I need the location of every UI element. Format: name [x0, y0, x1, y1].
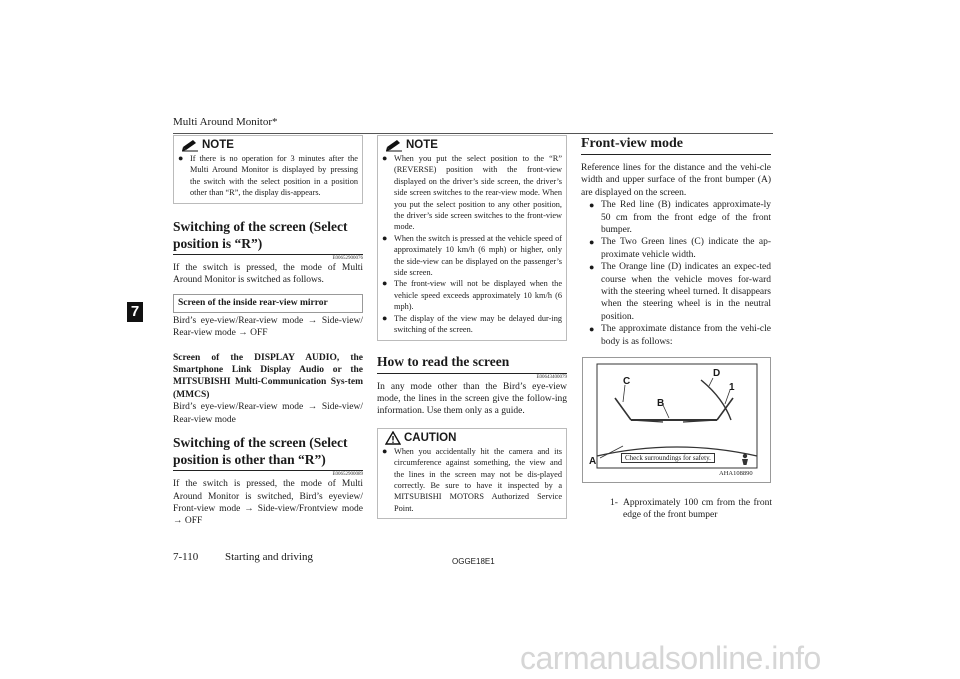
section-code: E00652900089 — [332, 472, 363, 478]
section-code: E00643400079 — [536, 374, 567, 380]
section-title-front-view: Front-view mode — [581, 135, 771, 155]
footer-section: Starting and driving — [225, 551, 313, 563]
figure-label-1: 1 — [729, 382, 735, 393]
watermark: carmanualsonline.info — [520, 640, 821, 676]
caution-label: CAUTION — [404, 431, 457, 444]
running-header: Multi Around Monitor* — [173, 116, 278, 128]
figure-message: Check surroundings for safety. — [621, 453, 715, 463]
note-label: NOTE — [202, 138, 234, 151]
note-item: ● The display of the view may be delayed dur-ing switching of the screen. — [382, 312, 562, 335]
list-item: ● The Orange line (D) indicates an expec-ted course when the vehicle moves for-ward with the steering wheel turned. It disappears when the steering wheel is in the neutral position. — [589, 262, 771, 322]
list-item: ● The Two Green lines (C) indicate the ap-proximate vehicle width. — [589, 237, 771, 260]
list-item: ● The approximate distance from the vehi-cle body is as follows: — [589, 324, 771, 347]
section-body: If the switch is pressed, the mode of Multi Around Monitor is switched, Bird’s eyeview/ Front-view mode → Side-view/Frontview mode → OFF — [173, 479, 363, 527]
figure-label-b: B — [657, 398, 665, 409]
list-item: ● The Red line (B) indicates approximate-ly 50 cm from the front edge of the front bumper. — [589, 200, 771, 236]
figure-id: AHA108890 — [719, 470, 753, 477]
front-view-figure — [582, 357, 771, 483]
section-title-read-screen: How to read the screen — [377, 353, 567, 374]
left-column — [173, 135, 363, 528]
subsection-body-mirror: Bird’s eye-view/Rear-view mode → Side-view/ Rear-view mode → OFF — [173, 315, 363, 339]
front-view-illustration — [583, 358, 770, 482]
note-box — [173, 135, 363, 204]
section-title-other-r: Switching of the screen (Select position is other than “R”) — [173, 434, 363, 471]
figure-footnote — [610, 497, 772, 522]
chapter-tab: 7 — [127, 302, 143, 322]
subsection-body-display: Bird’s eye-view/Rear-view mode → Side-view/ Rear-view mode — [173, 402, 363, 425]
section-title-select-r: Switching of the screen (Select position is “R”) — [173, 218, 363, 255]
note-item: ● When the switch is pressed at the vehicle speed of approximately 10 km/h (6 mph) or higher, only the side-view can be displayed on the passenger’s side screen. — [382, 232, 562, 278]
section-body: In any mode other than the Bird’s eye-view mode, the lines in the screen give the follow-ing information. Use them only as a guide. — [377, 381, 567, 417]
note-icon — [181, 138, 199, 152]
note-header — [382, 137, 562, 153]
footnote-number: 1- — [610, 498, 618, 508]
warning-triangle-icon — [385, 431, 401, 445]
note-item: ● If there is no operation for 3 minutes after the Multi Around Monitor is displayed by pressing the switch with the select position in a position other than “R”, the display dis-appears. — [178, 153, 358, 198]
subsection-title-mirror: Screen of the inside rear-view mirror — [173, 294, 363, 312]
note-item: ● The front-view will not be displayed when the vehicle speed exceeds approximately 10 km/h (6 mph). — [382, 278, 562, 312]
note-box — [377, 135, 567, 341]
footer-code: OGGE18E1 — [452, 557, 495, 566]
note-item: ● When you put the select position to the “R” (REVERSE) position with the front-view displayed on the driver’s side screen, the driver’s side screen switches to the rear-view mode. When you put the select position to any other position, the driver’s side screen switches to the front-view mode. — [382, 153, 562, 232]
section-body: If the switch is pressed, the mode of Multi Around Monitor is switched as follows. — [173, 262, 363, 286]
note-icon — [385, 138, 403, 152]
page-number: 7-110 — [173, 551, 199, 563]
section-intro: Reference lines for the distance and the vehi-cle width and upper surface of the front bumper (A) are displayed on the screen. — [581, 163, 771, 198]
right-column — [581, 135, 771, 348]
caution-header — [382, 430, 562, 446]
header-rule — [173, 133, 773, 134]
caution-box — [377, 428, 567, 519]
section-code: E00652900076 — [332, 255, 363, 261]
figure-label-c: C — [623, 376, 631, 387]
middle-column — [377, 135, 567, 519]
subsection-title-display: Screen of the DISPLAY AUDIO, the Smartphone Link Display Audio or the MITSUBISHI Multi-Communication Sys-tem (MMCS) — [173, 352, 363, 400]
figure-label-d: D — [713, 368, 721, 379]
caution-item: ● When you accidentally hit the camera and its circumference against something, the view and the lines in the screen may not be dis-played correctly. Be sure to have it inspected by a MITSUBISHI MOTORS Authorized Service Point. — [382, 445, 562, 513]
note-label: NOTE — [406, 138, 438, 151]
note-header — [178, 137, 358, 153]
figure-label-a: A — [589, 456, 597, 467]
footnote-text: Approximately 100 cm from the front edge of the front bumper — [623, 498, 772, 521]
